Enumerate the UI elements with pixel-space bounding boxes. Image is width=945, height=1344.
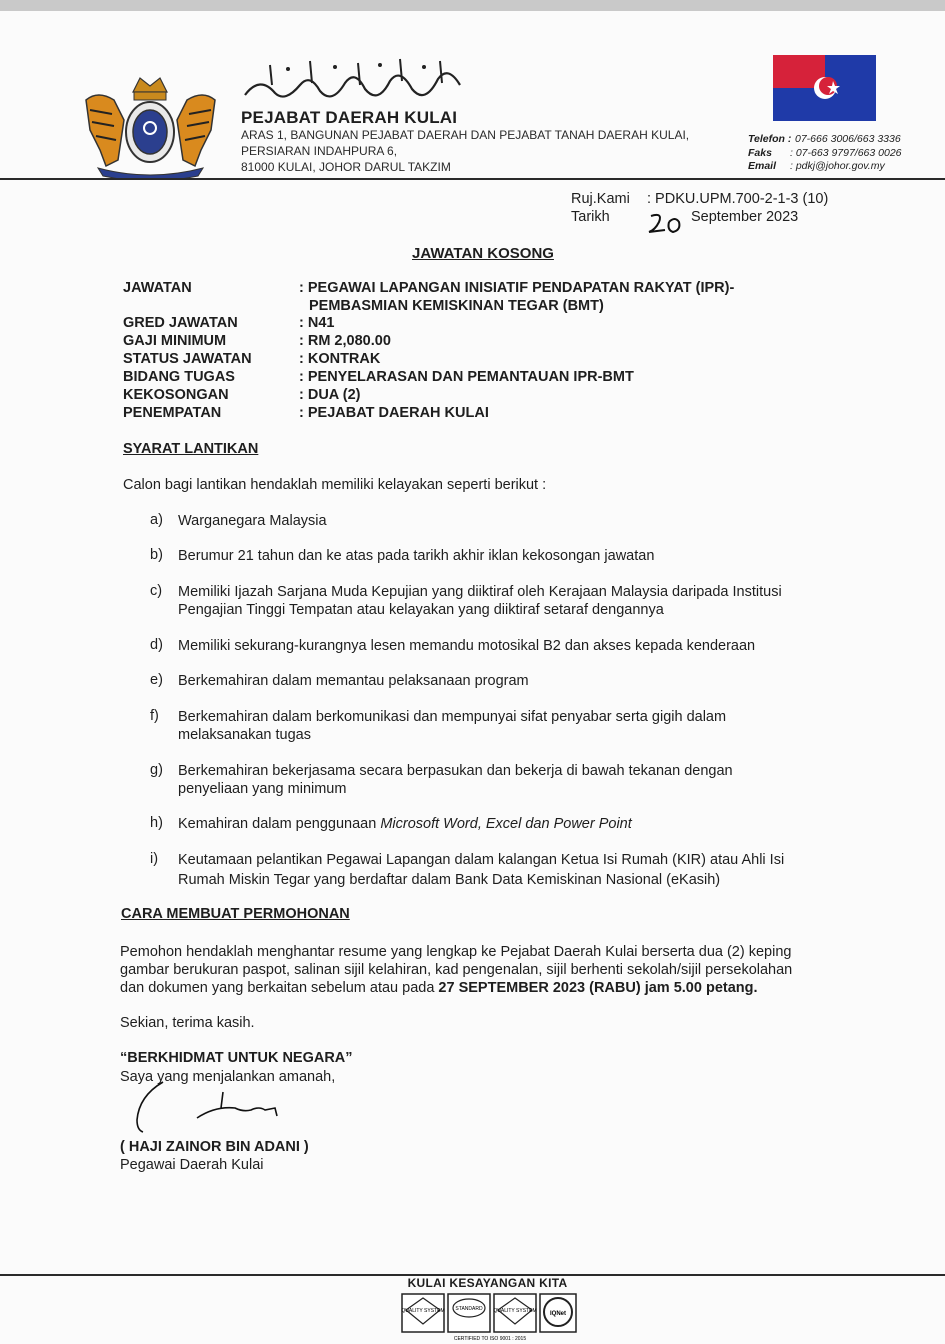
telefon-label: Telefon : xyxy=(748,133,792,145)
ruj-value: : PDKU.UPM.700-2-1-3 (10) xyxy=(647,191,829,207)
johor-flag-icon xyxy=(773,55,876,121)
item-line-plain: Kemahiran dalam penggunaan xyxy=(178,816,381,832)
reference-ruj xyxy=(571,191,828,207)
footer-slogan: KULAI KESAYANGAN KITA xyxy=(407,1276,568,1290)
contact-faks xyxy=(748,147,902,159)
item-line: Berkemahiran dalam berkomunikasi dan mempunyai sifat penyabar serta gigih dalam xyxy=(178,709,727,725)
item-line-2: Rumah Miskin Tegar yang berdaftar dalam Bank Data Kemiskinan Nasional (eKasih) xyxy=(178,872,721,888)
permohonan-heading: CARA MEMBUAT PERMOHONAN xyxy=(121,906,350,922)
item-letter: h) xyxy=(150,815,163,831)
item-line: Berumur 21 tahun dan ke atas pada tarikh akhir iklan kekosongan jawatan xyxy=(178,548,655,564)
item-line: Berkemahiran bekerjasama secara berpasukan dan bekerja di bawah tekanan dengan xyxy=(178,763,733,779)
svg-text:QUALITY SYSTEM: QUALITY SYSTEM xyxy=(401,1308,445,1314)
email-value: : pdkj@johor.gov.my xyxy=(790,160,885,172)
deadline-text: 27 SEPTEMBER 2023 (RABU) jam 5.00 petang. xyxy=(438,980,758,996)
item-line: Keutamaan pelantikan Pegawai Lapangan dalam kalangan Ketua Isi Rumah (KIR) atau Ahli Isi xyxy=(178,852,785,868)
permohonan-line-1: Pemohon hendaklah menghantar resume yang lengkap ke Pejabat Daerah Kulai berserta dua (2) keping xyxy=(120,944,792,960)
handwritten-date-icon xyxy=(645,212,685,238)
closing-amanah: Saya yang menjalankan amanah, xyxy=(120,1069,336,1085)
value-gaji: : RM 2,080.00 xyxy=(299,333,391,349)
item-letter: b) xyxy=(150,547,163,563)
certification-badges-icon xyxy=(400,1292,580,1342)
iqnet-badge-icon xyxy=(540,1294,576,1332)
item-letter: e) xyxy=(150,672,163,688)
permohonan-line-2: gambar berukuran paspot, salinan sijil kelahiran, kad pengenalan, sijil berhenti sekolah/sijil persekolahan xyxy=(120,962,793,978)
closing-thanks: Sekian, terima kasih. xyxy=(120,1015,255,1031)
quality-system-badge-icon xyxy=(401,1294,444,1332)
signer-name: ( HAJI ZAINOR BIN ADANI ) xyxy=(120,1139,309,1155)
signer-title: Pegawai Daerah Kulai xyxy=(120,1157,264,1173)
item-letter: d) xyxy=(150,637,163,653)
telefon-value: 07-666 3006/663 3336 xyxy=(795,133,901,145)
office-name: PEJABAT DAERAH KULAI xyxy=(241,108,458,127)
item-line: Warganegara Malaysia xyxy=(178,513,327,529)
value-bidang: : PENYELARASAN DAN PEMANTAUAN IPR-BMT xyxy=(299,369,634,385)
permohonan-line-3 xyxy=(120,979,758,997)
svg-text:IQNet: IQNet xyxy=(549,1311,567,1317)
item-line-2: melaksanakan tugas xyxy=(178,727,311,743)
johor-crest-icon xyxy=(78,70,223,180)
ruj-label: Ruj.Kami xyxy=(571,191,630,207)
label-gaji: GAJI MINIMUM xyxy=(123,333,227,349)
item-line: Berkemahiran dalam memantau pelaksanaan program xyxy=(178,673,529,689)
label-penempatan: PENEMPATAN xyxy=(123,405,222,421)
label-jawatan: JAWATAN xyxy=(123,280,192,296)
label-bidang: BIDANG TUGAS xyxy=(123,369,235,385)
signature-icon xyxy=(125,1078,295,1138)
item-letter: f) xyxy=(150,708,159,724)
value-kekosongan: : DUA (2) xyxy=(299,387,361,403)
item-line-2: Pengajian Tinggi Tempatan atau kelayakan yang diiktiraf setaraf dengannya xyxy=(178,602,664,618)
quality-system-badge-2-icon xyxy=(493,1294,536,1332)
closing-motto: “BERKHIDMAT UNTUK NEGARA” xyxy=(120,1050,353,1066)
svg-text:QUALITY SYSTEM: QUALITY SYSTEM xyxy=(493,1308,537,1314)
item-letter: i) xyxy=(150,851,159,867)
value-jawatan: : PEGAWAI LAPANGAN INISIATIF PENDAPATAN RAKYAT (IPR)- xyxy=(299,280,735,296)
contact-email xyxy=(748,160,885,172)
item-line: Memiliki sekurang-kurangnya lesen memandu motosikal B2 dan akses kepada kenderaan xyxy=(178,638,756,654)
address-line-1: ARAS 1, BANGUNAN PEJABAT DAERAH DAN PEJABAT TANAH DAERAH KULAI, xyxy=(241,128,690,142)
address-line-3: 81000 KULAI, JOHOR DARUL TAKZIM xyxy=(241,160,451,174)
value-status: : KONTRAK xyxy=(299,351,381,367)
address-line-2: PERSIARAN INDAHPURA 6, xyxy=(241,144,398,158)
value-gred: : N41 xyxy=(299,315,335,331)
label-kekosongan: KEKOSONGAN xyxy=(123,387,229,403)
page-title: JAWATAN KOSONG xyxy=(412,245,554,262)
contact-telefon xyxy=(748,133,901,145)
certified-iso-text: CERTIFIED TO ISO 9001 : 2015 xyxy=(453,1336,527,1342)
svg-text:STANDARD: STANDARD xyxy=(455,1306,483,1312)
value-penempatan: : PEJABAT DAERAH KULAI xyxy=(299,405,489,421)
tarikh-label: Tarikh xyxy=(571,209,610,225)
faks-label: Faks xyxy=(748,147,772,159)
email-label: Email xyxy=(748,160,777,172)
label-gred: GRED JAWATAN xyxy=(123,315,238,331)
syarat-intro: Calon bagi lantikan hendaklah memiliki kelayakan seperti berikut : xyxy=(123,477,547,493)
syarat-heading: SYARAT LANTIKAN xyxy=(123,441,259,457)
tarikh-value: September 2023 xyxy=(691,209,799,225)
item-letter: c) xyxy=(150,583,163,599)
item-letter: g) xyxy=(150,762,163,778)
item-line-italic: Microsoft Word, Excel dan Power Point xyxy=(380,816,632,832)
standard-badge-icon xyxy=(448,1294,490,1332)
item-letter: a) xyxy=(150,512,163,528)
jawi-calligraphy-icon xyxy=(240,55,465,107)
item-line xyxy=(178,815,632,833)
item-line-2: penyeliaan yang minimum xyxy=(178,781,347,797)
faks-value: : 07-663 9797/663 0026 xyxy=(790,147,902,159)
jawi-office-title xyxy=(240,55,465,107)
permohonan-line-3-plain: dan dokumen yang berkaitan sebelum atau pada xyxy=(120,980,439,996)
item-line: Memiliki Ijazah Sarjana Muda Kepujian yang diiktiraf oleh Kerajaan Malaysia daripada Institusi xyxy=(178,584,782,600)
label-status: STATUS JAWATAN xyxy=(123,351,252,367)
value-jawatan-line2: PEMBASMIAN KEMISKINAN TEGAR (BMT) xyxy=(309,298,604,314)
top-scan-edge xyxy=(0,0,945,11)
header-divider xyxy=(0,178,945,180)
